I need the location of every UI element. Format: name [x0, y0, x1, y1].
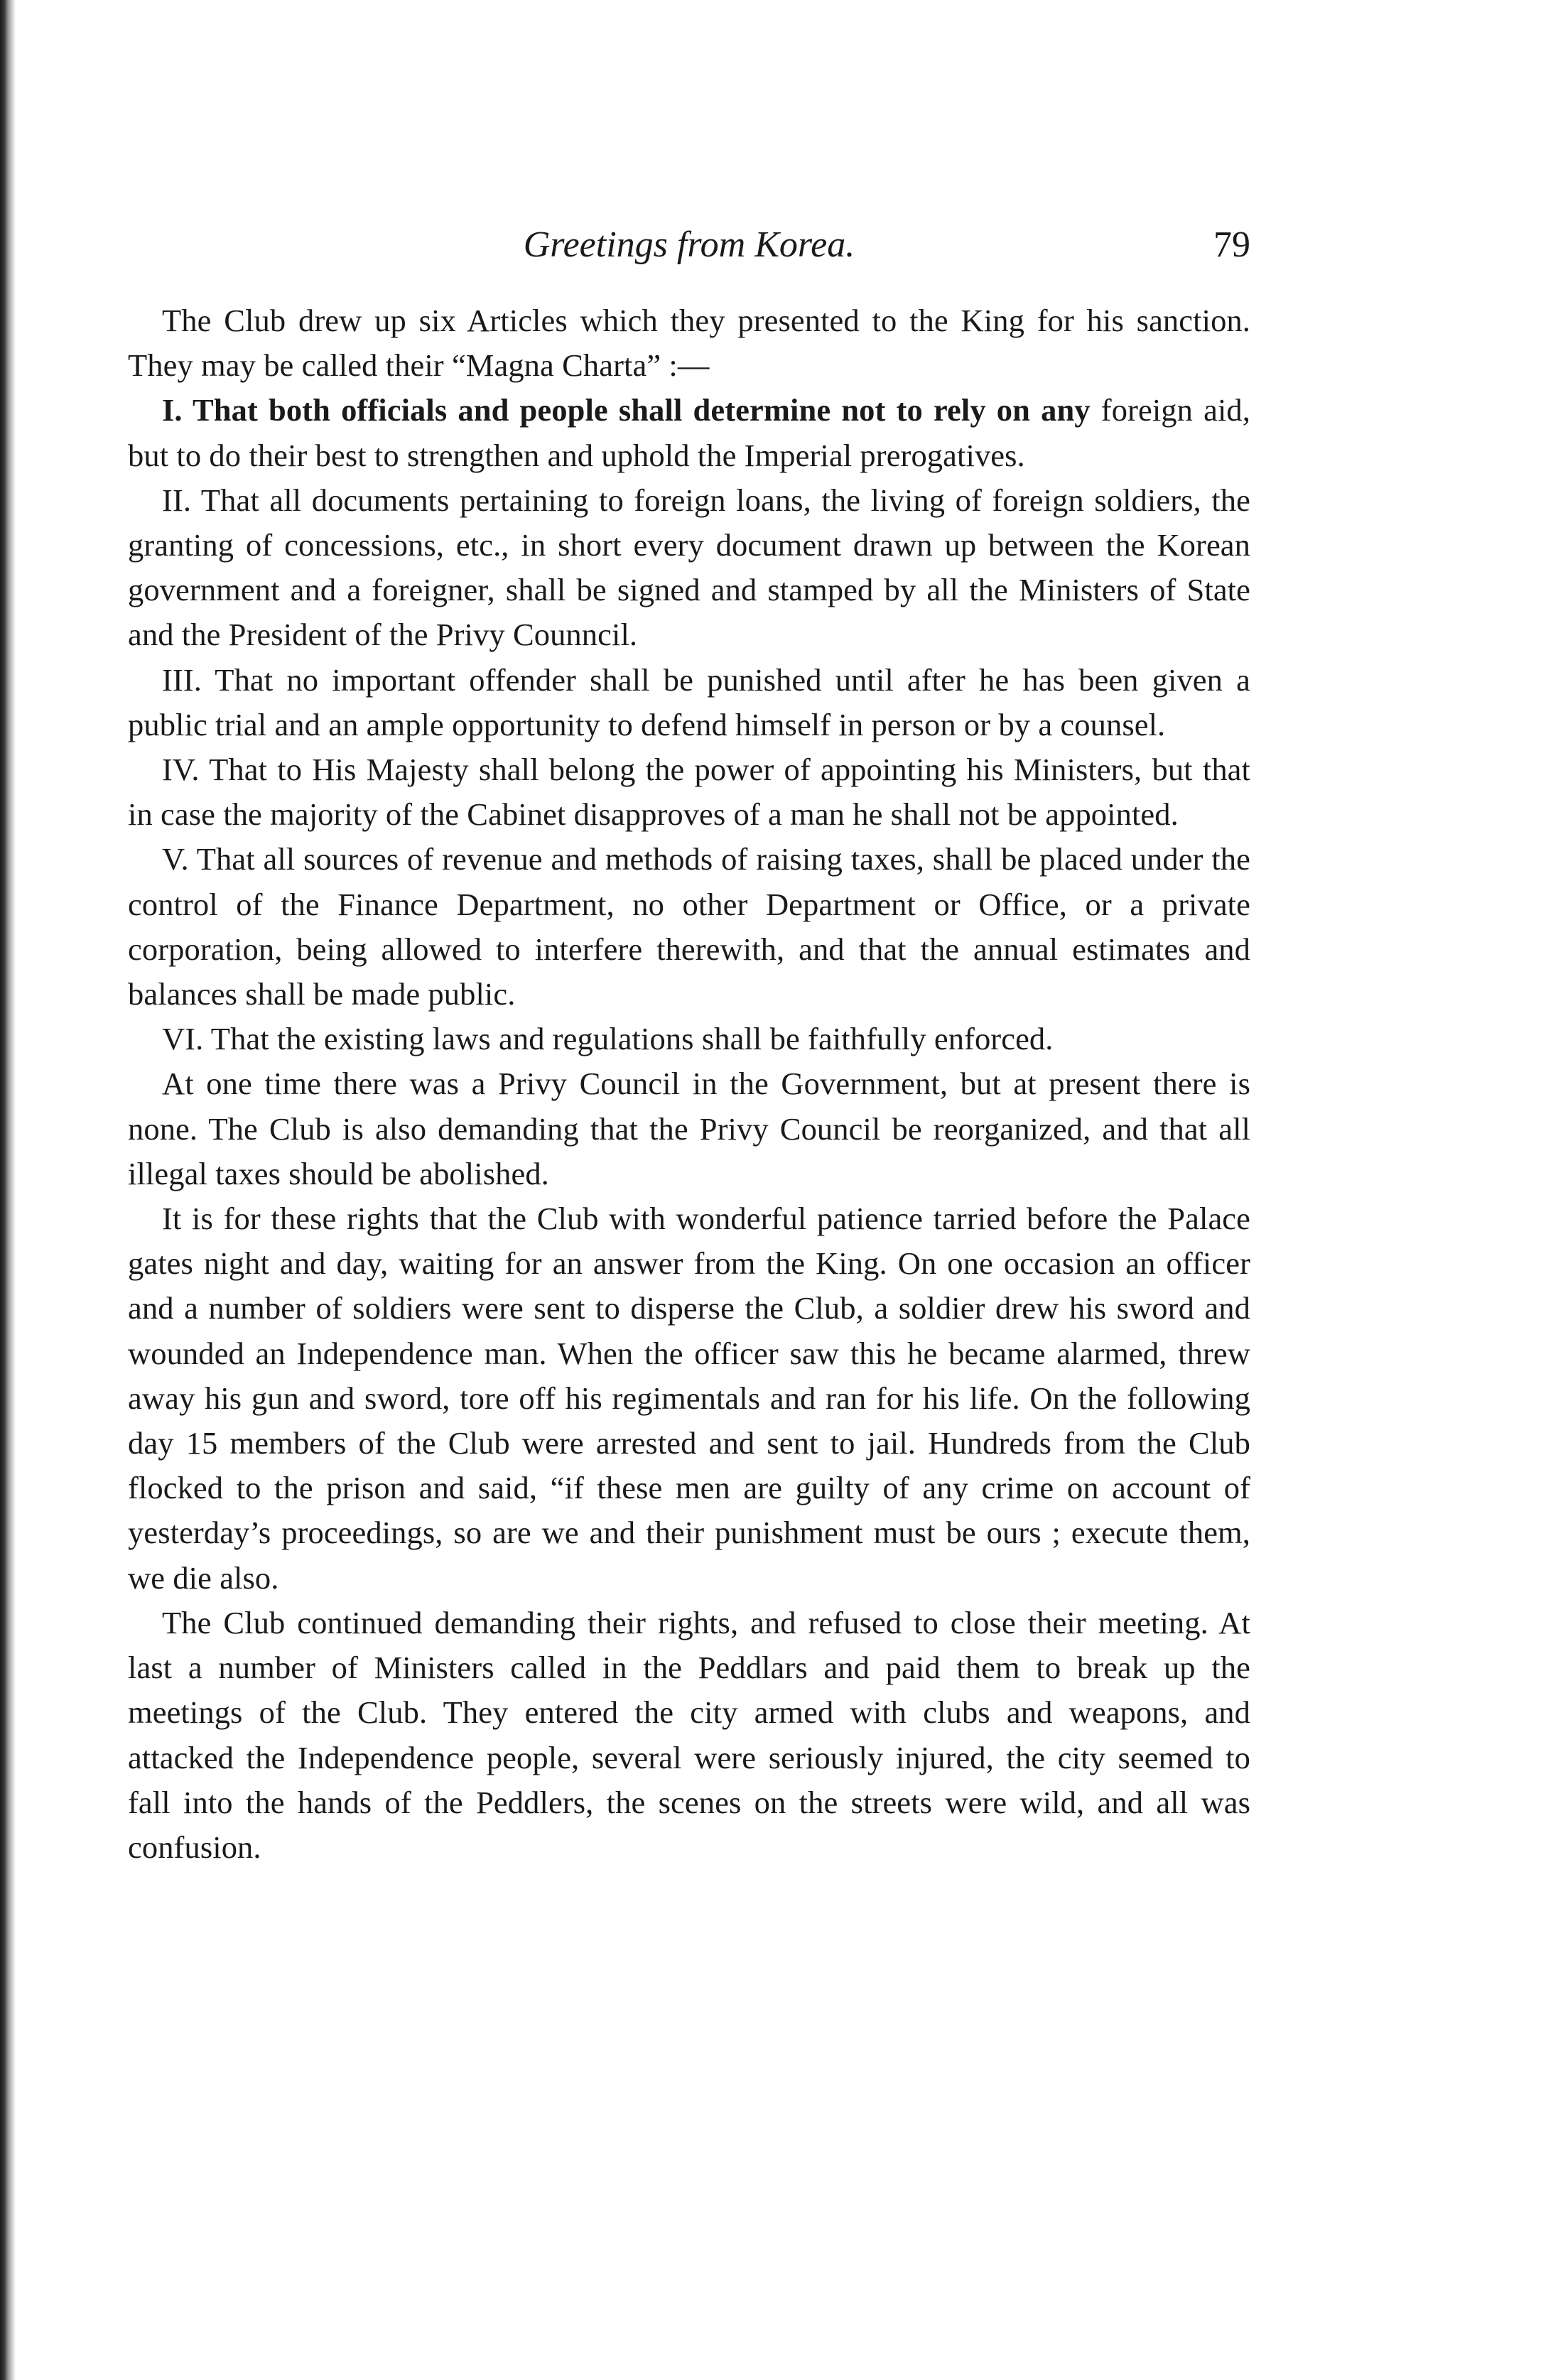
page-body	[128, 298, 1250, 1870]
paragraph-palace-gates: It is for these rights that the Club with wonderful patience tarried before the Palace gates night and day, waiting for an answer from the King. On one occasion an officer and a number of soldiers were sent to disperse the Club, a soldier drew his sword and wounded an Independence man. When the officer saw this he became alarmed, threw away his gun and sword, tore off his regimentals and ran for his life. On the following day 15 members of the Club were arrested and sent to jail. Hundreds from the Club flocked to the prison and said, “if these men are guilty of any crime on account of yesterday’s proceedings, so are we and their punishment must be ours ; execute them, we die also.	[128, 1201, 1250, 1596]
paragraph-peddlers: The Club continued demanding their rights, and refused to close their meeting. At last a number of Ministers called in the Peddlars and paid them to break up the meetings of the Club. They entered the city armed with clubs and weapons, and attacked the Independence people, several were seriously injured, the city seemed to fall into the hands of the Peddlers, the scenes on the streets were wild, and all was confusion.	[128, 1604, 1250, 1865]
article-6: VI. That the existing laws and regulations shall be faithfully enforced.	[162, 1021, 1054, 1057]
article-1	[128, 388, 1250, 477]
paragraph-intro: The Club drew up six Articles which they presented to the King for his sanction. They may be called their “Magna Charta” :—	[128, 303, 1250, 384]
running-title: Greetings from Korea.	[523, 225, 855, 265]
paragraph-privy-council: At one time there was a Privy Council in the Government, but at present there is none. The Club is also demanding that the Privy Council be reorganized, and that all illegal taxes should be abolished.	[128, 1066, 1250, 1191]
article-4: IV. That to His Majesty shall belong the power of appointing his Ministers, but that in case the majority of the Cabinet disapproves of a man he shall not be appointed.	[128, 752, 1250, 833]
article-3: III. That no important offender shall be punished until after he has been given a public trial and an ample opportunity to defend himself in person or by a counsel.	[128, 661, 1250, 742]
article-1-rest: foreign aid, but to do their best to strengthen and uphold the Imperial prerogatives.	[128, 392, 1251, 473]
article-1-lead: I. That both officials and people shall determine not to rely on any	[162, 392, 1091, 428]
page-header	[128, 220, 1250, 270]
article-2: II. That all documents pertaining to foreign loans, the living of foreign soldiers, the granting of concessions, etc., in short every document drawn up between the Korean government and a foreigner, shall be signed and stamped by all the Ministers of State and the President of the Privy Counncil.	[128, 482, 1250, 653]
page-number: 79	[1213, 225, 1250, 265]
article-5: V. That all sources of revenue and methods of raising taxes, shall be placed under the control of the Finance Department, no other Department or Office, or a private corporation, being allowed to interfere therewith, and that the annual estimates and balances shall be made public.	[128, 841, 1250, 1012]
binding-edge	[0, 0, 16, 2380]
